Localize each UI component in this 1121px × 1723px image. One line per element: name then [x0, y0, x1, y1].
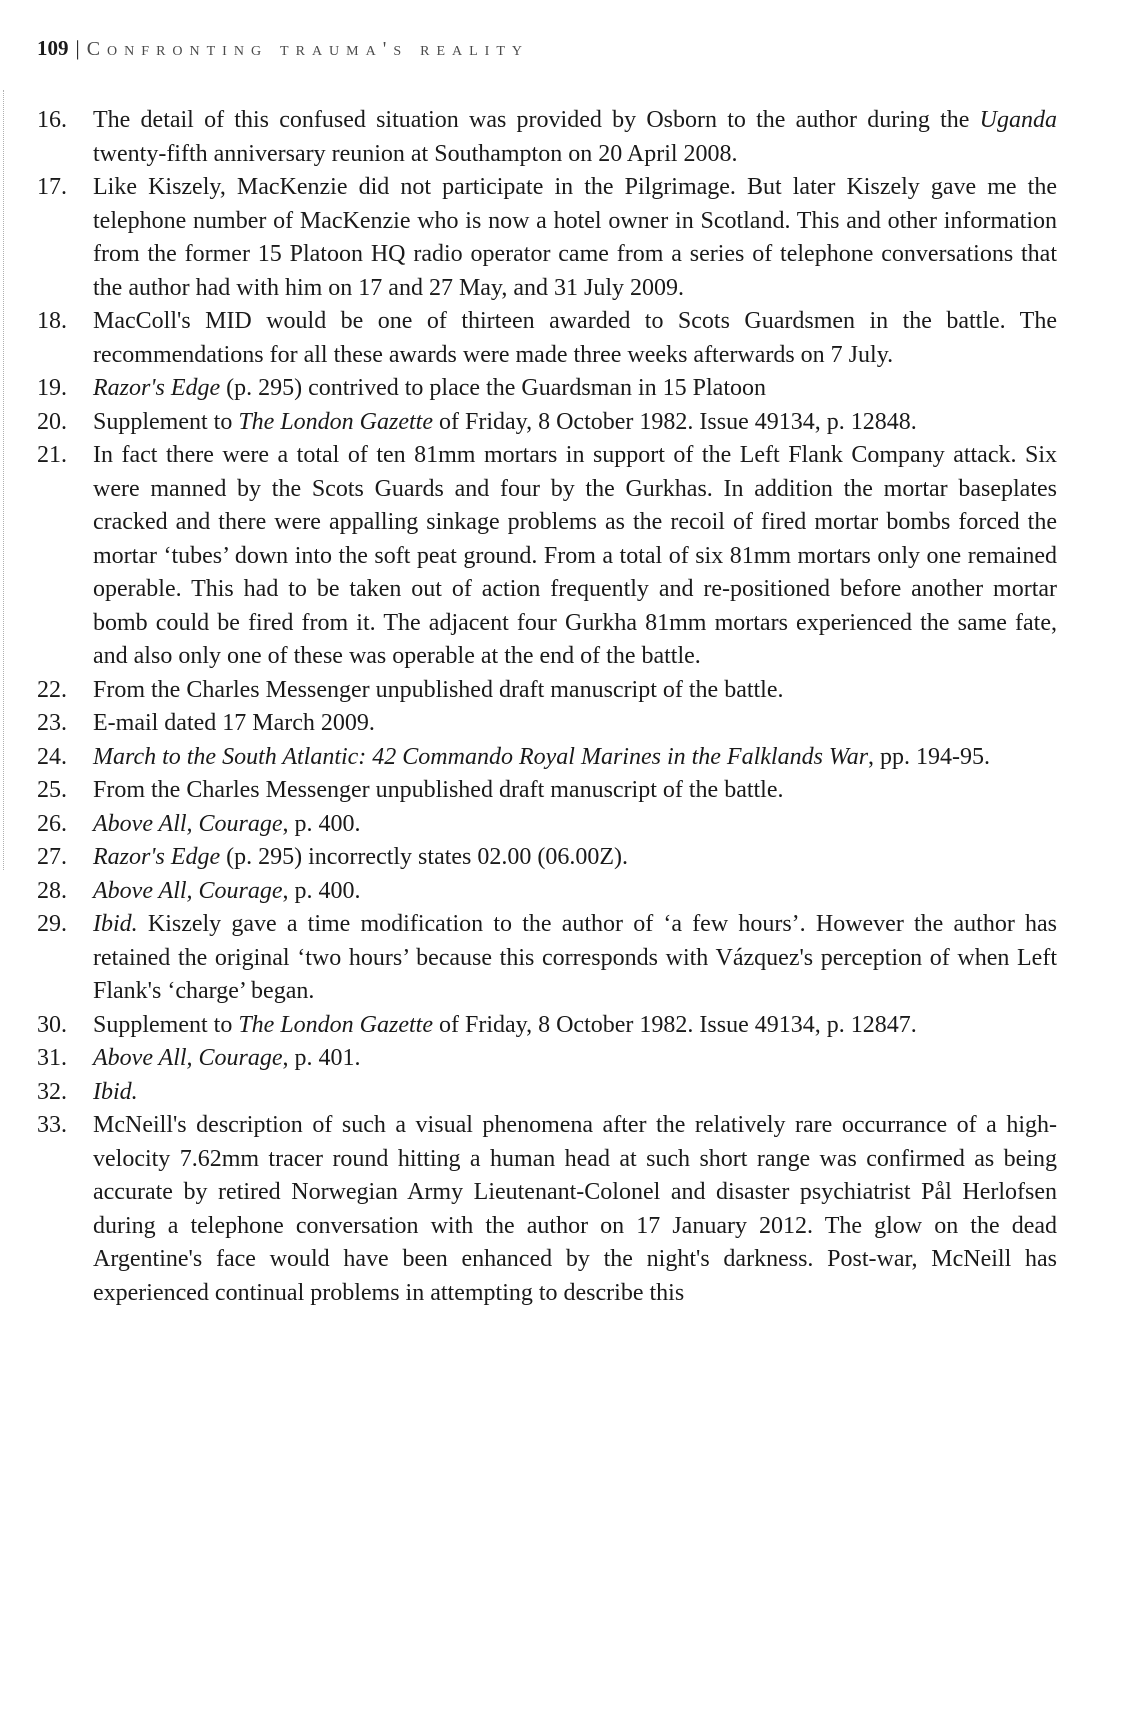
endnote-title-italic: The London Gazette: [238, 1011, 433, 1038]
endnote-item: [37, 774, 1057, 808]
page-header: [37, 36, 529, 66]
endnote-number: 32.: [37, 1078, 67, 1105]
endnote-text: [93, 406, 1057, 440]
endnote-item: [37, 104, 1057, 171]
endnote-number: 26.: [37, 810, 67, 837]
endnotes-list: [37, 104, 1057, 1310]
endnote-text-segment: McNeill's description of such a visual phenomena after the relatively rare occurrance of a high-velocity 7.62mm tracer round hitting a human head at such short range was confirmed as being accurate by retired Norwegian Army Lieutenant-Colonel and disaster psychiatrist Pål Herlofsen during a telephone conversation with the author on 17 January 2012. The glow on the dead Argentine's face would have been enhanced by the night's darkness. Post-war, McNeill has experienced continual problems in attempting to describe this: [93, 1112, 1057, 1306]
endnote-title-italic: March to the South Atlantic: 42 Commando Royal Marines in the Falklands War: [93, 743, 869, 770]
endnote-number: 19.: [37, 375, 67, 401]
endnote-text-segment: Like Kiszely, MacKenzie did not participate in the Pilgrimage. But later Kiszely gave me the telephone number of MacKenzie who is now a hotel owner in Scotland. This and other information from the former 15 Platoon HQ radio operator came from a series of telephone conversations that the author had with him on 17 and 27 May, and 31 July 2009.: [93, 174, 1057, 301]
endnote-number: 31.: [37, 1045, 67, 1071]
endnote-number: 27.: [37, 844, 67, 870]
endnote-item: [37, 674, 1057, 708]
header-separator: |: [75, 36, 80, 60]
endnote-text: [93, 741, 1057, 775]
endnote-item: [37, 439, 1057, 674]
endnote-text: [93, 908, 1057, 1009]
running-title: Confronting trauma's reality: [86, 38, 529, 60]
endnote-text-segment: of Friday, 8 October 1982. Issue 49134, p. 12848.: [433, 408, 917, 435]
endnote-title-italic: Above All, Courage: [93, 810, 283, 837]
endnote-text-segment: , p. 400.: [282, 810, 361, 837]
endnote-text-segment: From the Charles Messenger unpublished draft manuscript of the battle.: [93, 777, 784, 803]
endnote-number: 33.: [37, 1112, 67, 1138]
endnote-title-italic: Uganda: [979, 107, 1057, 133]
endnote-item: [37, 1076, 1057, 1110]
endnote-item: [37, 372, 1057, 406]
endnote-number: 18.: [37, 308, 67, 334]
endnote-text-segment: , p. 400.: [282, 877, 361, 904]
endnote-text-segment: of Friday, 8 October 1982. Issue 49134, p. 12847.: [433, 1011, 917, 1038]
endnote-item: [37, 741, 1057, 775]
endnote-text-segment: E-mail dated 17 March 2009.: [93, 710, 375, 736]
endnote-item: [37, 1009, 1057, 1043]
endnote-text-segment: In fact there were a total of ten 81mm mortars in support of the Left Flank Company attack. Six were manned by the Scots Guards and four by the Gurkhas. In addition the mortar baseplates cracked and there were appalling sinkage problems as the recoil of fired mortar bombs forced the mortar ‘tubes’ down into the soft peat ground. From a total of six 81mm mortars only one remained operable. This had to be taken out of action frequently and re-positioned before another mortar bomb could be fired from it. The adjacent four Gurkha 81mm mortars experienced the same fate, and also only one of these was operable at the end of the battle.: [93, 442, 1057, 669]
endnote-text: [93, 171, 1057, 305]
endnote-text: [93, 372, 1057, 406]
endnote-text: [93, 841, 1057, 875]
endnote-title-italic: Ibid.: [93, 911, 138, 937]
endnote-text: [93, 674, 1057, 708]
endnote-text: [93, 305, 1057, 372]
endnote-text-segment: Supplement to: [93, 408, 239, 435]
endnote-item: [37, 875, 1057, 909]
endnote-number: 17.: [37, 174, 67, 200]
endnote-number: 29.: [37, 911, 67, 937]
endnote-text-segment: From the Charles Messenger unpublished draft manuscript of the battle.: [93, 676, 784, 703]
endnote-text-segment: twenty-fifth anniversary reunion at Southampton on 20 April 2008.: [93, 140, 738, 167]
endnote-number: 30.: [37, 1011, 67, 1038]
endnote-text: [93, 707, 1057, 741]
endnote-text-segment: , p. 401.: [282, 1045, 361, 1071]
endnote-text: [93, 774, 1057, 808]
endnote-text: [93, 1009, 1057, 1043]
endnote-title-italic: Above All, Courage: [93, 1045, 283, 1071]
endnote-text: [93, 1109, 1057, 1310]
endnote-text: [93, 1076, 1057, 1110]
endnote-item: [37, 707, 1057, 741]
endnote-item: [37, 305, 1057, 372]
endnote-number: 22.: [37, 676, 67, 703]
endnote-item: [37, 1042, 1057, 1076]
endnote-text-segment: The detail of this confused situation was provided by Osborn to the author during the: [93, 107, 980, 133]
endnote-text: [93, 439, 1057, 674]
endnote-number: 28.: [37, 877, 67, 904]
endnote-title-italic: Ibid.: [93, 1078, 138, 1105]
endnote-text-segment: Kiszely gave a time modification to the author of ‘a few hours’. However the author has retained the original ‘two hours’ because this corresponds with Vázquez's perception of when Left Flank's ‘charge’ began.: [93, 911, 1057, 1004]
endnote-text: [93, 808, 1057, 842]
endnote-number: 16.: [37, 107, 67, 133]
endnote-number: 21.: [37, 442, 67, 468]
endnote-item: [37, 1109, 1057, 1310]
endnote-text-segment: , pp. 194-95.: [868, 743, 991, 770]
endnote-text: [93, 875, 1057, 909]
endnote-text: [93, 1042, 1057, 1076]
endnote-number: 25.: [37, 777, 67, 803]
page-number: 109: [37, 36, 69, 60]
endnote-item: [37, 908, 1057, 1009]
endnote-item: [37, 841, 1057, 875]
endnote-text-segment: (p. 295) contrived to place the Guardsman in 15 Platoon: [220, 375, 766, 401]
endnote-text-segment: (p. 295) incorrectly states 02.00 (06.00Z).: [220, 844, 629, 870]
endnote-title-italic: The London Gazette: [238, 408, 433, 435]
endnote-text-segment: Supplement to: [93, 1011, 239, 1038]
endnote-title-italic: Razor's Edge: [93, 375, 221, 401]
endnote-number: 24.: [37, 743, 67, 770]
endnote-number: 23.: [37, 710, 67, 736]
endnote-item: [37, 808, 1057, 842]
endnote-item: [37, 406, 1057, 440]
endnote-text: [93, 104, 1057, 171]
endnote-text-segment: MacColl's MID would be one of thirteen awarded to Scots Guardsmen in the battle. The recommendations for all these awards were made three weeks afterwards on 7 July.: [93, 308, 1057, 368]
margin-rule: [3, 90, 4, 870]
endnote-title-italic: Above All, Courage: [93, 877, 283, 904]
endnote-title-italic: Razor's Edge: [93, 844, 221, 870]
endnote-item: [37, 171, 1057, 305]
endnote-number: 20.: [37, 408, 67, 435]
